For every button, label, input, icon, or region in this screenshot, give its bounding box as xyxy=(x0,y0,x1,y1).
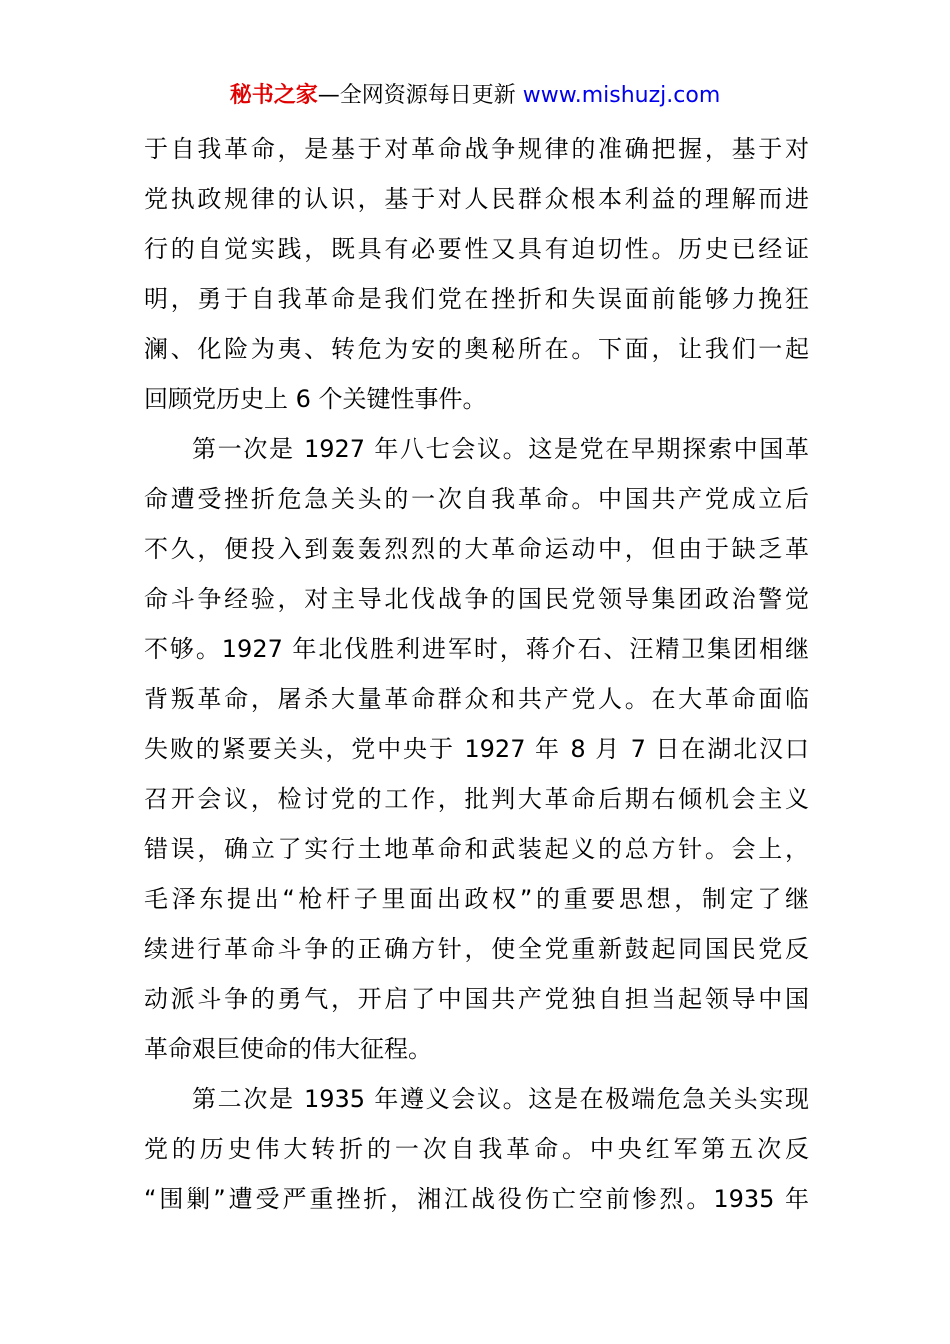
text-line: 背叛革命，屠杀大量革命群众和共产党人。在大革命面临 xyxy=(144,685,809,713)
text-line: 澜、化险为夷、转危为安的奥秘所在。下面，让我们一起 xyxy=(144,335,809,363)
site-url-link[interactable]: www.mishuzj.com xyxy=(522,83,721,108)
header-tagline: —全网资源每日更新 xyxy=(317,83,523,108)
text-line: 不够。1927 年北伐胜利进军时，蒋介石、汪精卫集团相继 xyxy=(144,635,809,663)
text-line: 党的历史伟大转折的一次自我革命。中央红军第五次反 xyxy=(144,1135,809,1163)
text-line: 第二次是 1935 年遵义会议。这是在极端危急关头实现 xyxy=(192,1085,809,1113)
text-line: 第一次是 1927 年八七会议。这是党在早期探索中国革 xyxy=(192,435,809,463)
text-line: 错误，确立了实行土地革命和武装起义的总方针。会上， xyxy=(144,835,809,863)
paragraph-1 xyxy=(144,124,809,424)
document-body xyxy=(144,124,809,1224)
text-line: 续进行革命斗争的正确方针，使全党重新鼓起同国民党反 xyxy=(144,935,809,963)
text-line: 失败的紧要关头，党中央于 1927 年 8 月 7 日在湖北汉口 xyxy=(144,735,809,763)
brand-name: 秘书之家 xyxy=(229,83,318,108)
text-line: 命斗争经验，对主导北伐战争的国民党领导集团政治警觉 xyxy=(144,585,809,613)
paragraph-2 xyxy=(144,424,809,1074)
text-line: 召开会议，检讨党的工作，批判大革命后期右倾机会主义 xyxy=(144,785,809,813)
text-line: 党执政规律的认识，基于对人民群众根本利益的理解而进 xyxy=(144,185,809,213)
text-line: 革命艰巨使命的伟大征程。 xyxy=(144,1035,432,1063)
text-line: 毛泽东提出“枪杆子里面出政权”的重要思想，制定了继 xyxy=(144,885,809,913)
text-line: 动派斗争的勇气，开启了中国共产党独自担当起领导中国 xyxy=(144,985,809,1013)
text-line: 命遭受挫折危急关头的一次自我革命。中国共产党成立后 xyxy=(144,485,809,513)
site-header xyxy=(0,80,950,112)
paragraph-3 xyxy=(144,1074,809,1224)
text-line: 于自我革命，是基于对革命战争规律的准确把握，基于对 xyxy=(144,135,809,163)
text-line: 行的自觉实践，既具有必要性又具有迫切性。历史已经证 xyxy=(144,235,809,263)
text-line: 回顾党历史上 6 个关键性事件。 xyxy=(144,385,487,413)
text-line: 不久，便投入到轰轰烈烈的大革命运动中，但由于缺乏革 xyxy=(144,535,809,563)
text-line: “围剿”遭受严重挫折，湘江战役伤亡空前惨烈。1935 年 xyxy=(144,1185,809,1213)
text-line: 明，勇于自我革命是我们党在挫折和失误面前能够力挽狂 xyxy=(144,285,809,313)
